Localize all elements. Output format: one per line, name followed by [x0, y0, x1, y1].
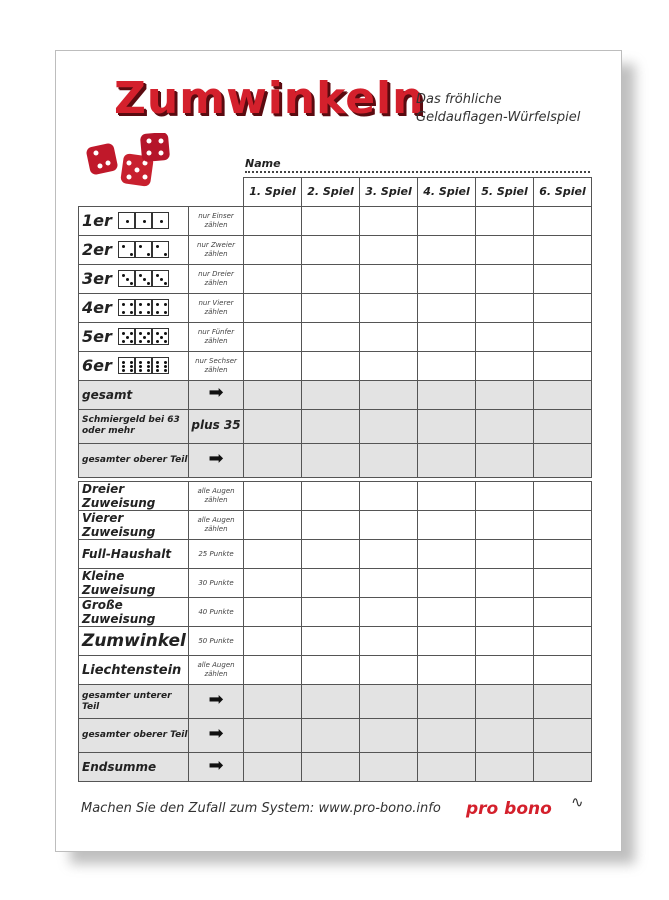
- score-cell[interactable]: [476, 753, 534, 782]
- pip: [164, 365, 167, 368]
- score-cell[interactable]: [302, 511, 360, 540]
- die-face-icon: [152, 328, 169, 345]
- row-note: nur Fünfer zählen: [189, 322, 244, 351]
- pip: [147, 332, 150, 335]
- pip: [156, 311, 159, 314]
- score-cell[interactable]: [534, 569, 592, 598]
- score-cell[interactable]: [244, 380, 302, 409]
- pip: [164, 282, 167, 285]
- subtitle-line-2: Geldauflagen-Würfelspiel: [416, 110, 581, 125]
- score-cell[interactable]: [534, 540, 592, 569]
- score-cell[interactable]: [534, 511, 592, 540]
- score-cell[interactable]: [418, 264, 476, 293]
- die-face-icon: [118, 241, 135, 258]
- score-cell[interactable]: [360, 380, 418, 409]
- arrow-icon: ➡: [208, 754, 224, 776]
- dice-row-icon: [118, 357, 169, 374]
- row-note: 50 Punkte: [189, 627, 244, 656]
- score-cell[interactable]: [418, 540, 476, 569]
- score-cell[interactable]: [418, 598, 476, 627]
- header-game-6: 6. Spiel: [534, 178, 592, 207]
- score-cell[interactable]: [244, 598, 302, 627]
- pip: [122, 311, 125, 314]
- pip: [164, 311, 167, 314]
- die-face-icon: [152, 241, 169, 258]
- score-cell[interactable]: [302, 482, 360, 511]
- row-note: nur Einser zählen: [189, 206, 244, 235]
- score-cell[interactable]: [244, 685, 302, 719]
- pip: [143, 336, 146, 339]
- pip: [164, 332, 167, 335]
- score-cell[interactable]: [534, 482, 592, 511]
- pip: [160, 278, 163, 281]
- score-cell[interactable]: [244, 627, 302, 656]
- dice-row-icon: [118, 299, 169, 316]
- score-cell[interactable]: [302, 569, 360, 598]
- brand-mark-icon: ∿: [571, 793, 584, 811]
- score-cell[interactable]: [534, 206, 592, 235]
- die-face-icon: [118, 299, 135, 316]
- score-cell[interactable]: [534, 443, 592, 477]
- score-cell[interactable]: [476, 235, 534, 264]
- score-cell[interactable]: [534, 293, 592, 322]
- pip: [160, 336, 163, 339]
- lower-section-table: [78, 481, 592, 782]
- score-cell[interactable]: [302, 380, 360, 409]
- score-cell[interactable]: [476, 569, 534, 598]
- score-cell[interactable]: [360, 656, 418, 685]
- pip: [130, 332, 133, 335]
- die-face-icon: [135, 212, 152, 229]
- score-cell[interactable]: [418, 685, 476, 719]
- die-face-icon: [118, 328, 135, 345]
- score-cell[interactable]: [302, 264, 360, 293]
- upper-total-label: gesamter oberer Teil: [79, 443, 189, 477]
- score-cell[interactable]: [418, 511, 476, 540]
- score-cell[interactable]: [244, 206, 302, 235]
- score-cell[interactable]: [244, 482, 302, 511]
- header-game-3: 3. Spiel: [360, 178, 418, 207]
- score-cell[interactable]: [418, 443, 476, 477]
- score-cell[interactable]: [360, 719, 418, 753]
- bonus-row: [79, 409, 592, 443]
- score-cell[interactable]: [302, 540, 360, 569]
- score-cell[interactable]: [244, 511, 302, 540]
- score-cell[interactable]: [244, 656, 302, 685]
- score-cell[interactable]: [476, 627, 534, 656]
- score-cell[interactable]: [476, 322, 534, 351]
- score-cell[interactable]: [476, 293, 534, 322]
- pip: [147, 311, 150, 314]
- score-cell[interactable]: [476, 443, 534, 477]
- row-label: Vierer Zuweisung: [79, 511, 189, 540]
- score-cell[interactable]: [476, 380, 534, 409]
- pip: [156, 332, 159, 335]
- score-cell[interactable]: [534, 598, 592, 627]
- score-cell[interactable]: [244, 322, 302, 351]
- endsumme-row: [79, 753, 592, 782]
- lower-row: [79, 627, 592, 656]
- pip: [130, 303, 133, 306]
- score-cell[interactable]: [534, 656, 592, 685]
- score-cell[interactable]: [302, 409, 360, 443]
- score-cell[interactable]: [476, 719, 534, 753]
- pip: [126, 278, 129, 281]
- row-note: 30 Punkte: [189, 569, 244, 598]
- score-cell[interactable]: [534, 235, 592, 264]
- row-label: 2er: [82, 240, 112, 259]
- pip: [164, 253, 167, 256]
- lower-row: [79, 511, 592, 540]
- pip: [130, 361, 133, 364]
- row-note: nur Zweier zählen: [189, 235, 244, 264]
- score-cell[interactable]: [302, 719, 360, 753]
- score-cell[interactable]: [360, 235, 418, 264]
- score-cell[interactable]: [418, 235, 476, 264]
- score-cell[interactable]: [476, 656, 534, 685]
- pip: [156, 245, 159, 248]
- score-cell[interactable]: [360, 511, 418, 540]
- header-row: [79, 178, 592, 207]
- pip: [130, 282, 133, 285]
- pip: [139, 369, 142, 372]
- pip: [122, 332, 125, 335]
- score-cell[interactable]: [302, 685, 360, 719]
- score-cell[interactable]: [418, 656, 476, 685]
- score-cell[interactable]: [360, 569, 418, 598]
- row-label: 6er: [82, 356, 112, 375]
- pip: [139, 303, 142, 306]
- dice-row-icon: [118, 270, 169, 287]
- pip: [139, 332, 142, 335]
- score-cell[interactable]: [360, 293, 418, 322]
- pip: [147, 303, 150, 306]
- die-face-icon: [135, 357, 152, 374]
- score-cell[interactable]: [534, 409, 592, 443]
- score-cell[interactable]: [302, 753, 360, 782]
- upper-total-again-row: [79, 719, 592, 753]
- pip: [147, 361, 150, 364]
- score-cell[interactable]: [418, 206, 476, 235]
- row-note: nur Dreier zählen: [189, 264, 244, 293]
- pip: [164, 303, 167, 306]
- score-cell[interactable]: [360, 685, 418, 719]
- row-note: 25 Punkte: [189, 540, 244, 569]
- score-cell[interactable]: [534, 351, 592, 380]
- pip: [122, 361, 125, 364]
- score-cell[interactable]: [418, 627, 476, 656]
- upper-row: [79, 293, 592, 322]
- score-cell[interactable]: [360, 598, 418, 627]
- row-label: 3er: [82, 269, 112, 288]
- score-cell[interactable]: [418, 351, 476, 380]
- upper-row: [79, 351, 592, 380]
- row-note: alle Augen zählen: [189, 511, 244, 540]
- score-cell[interactable]: [244, 569, 302, 598]
- score-cell[interactable]: [476, 598, 534, 627]
- pip: [139, 274, 142, 277]
- row-label: 1er: [82, 211, 112, 230]
- score-cell[interactable]: [534, 627, 592, 656]
- upper-row: [79, 235, 592, 264]
- header-game-2: 2. Spiel: [302, 178, 360, 207]
- bonus-label: Schmiergeld bei 63 oder mehr: [79, 409, 189, 443]
- score-cell[interactable]: [534, 719, 592, 753]
- score-cell[interactable]: [418, 482, 476, 511]
- score-sheet: [55, 50, 622, 852]
- upper-row: [79, 264, 592, 293]
- upper-section-table: [78, 177, 592, 478]
- lower-total-row: [79, 685, 592, 719]
- row-note: 40 Punkte: [189, 598, 244, 627]
- score-cell[interactable]: [476, 511, 534, 540]
- score-cell[interactable]: [302, 443, 360, 477]
- footer-slogan: Machen Sie den Zufall zum System: www.pro-bono.info: [81, 801, 441, 816]
- name-label: Name: [245, 157, 281, 170]
- pip: [147, 253, 150, 256]
- die-face-icon: [152, 299, 169, 316]
- score-cell[interactable]: [302, 598, 360, 627]
- die-face-icon: [135, 241, 152, 258]
- pip: [122, 369, 125, 372]
- upper-row: [79, 206, 592, 235]
- die-face-icon: [135, 270, 152, 287]
- pip: [160, 220, 163, 223]
- endsumme-label: Endsumme: [79, 753, 189, 782]
- score-cell[interactable]: [418, 409, 476, 443]
- pip: [147, 282, 150, 285]
- header-game-4: 4. Spiel: [418, 178, 476, 207]
- lower-total-label: gesamter unterer Teil: [79, 685, 189, 719]
- score-cell[interactable]: [476, 482, 534, 511]
- lower-row: [79, 598, 592, 627]
- bonus-value: plus 35: [191, 417, 241, 432]
- row-note: nur Sechser zählen: [189, 351, 244, 380]
- score-cell[interactable]: [302, 206, 360, 235]
- pip: [139, 245, 142, 248]
- arrow-icon: ➡: [208, 689, 224, 710]
- lower-row: [79, 656, 592, 685]
- row-label: Zumwinkel: [79, 627, 189, 656]
- gesamt-label: gesamt: [79, 380, 189, 409]
- score-cell[interactable]: [360, 443, 418, 477]
- lower-row: [79, 540, 592, 569]
- row-note: alle Augen zählen: [189, 656, 244, 685]
- pip: [126, 336, 129, 339]
- pip: [147, 369, 150, 372]
- score-cell[interactable]: [534, 685, 592, 719]
- pip: [139, 365, 142, 368]
- score-cell[interactable]: [360, 540, 418, 569]
- score-cell[interactable]: [360, 206, 418, 235]
- dice-row-icon: [118, 241, 169, 258]
- pip: [126, 220, 129, 223]
- pip: [130, 340, 133, 343]
- score-cell[interactable]: [360, 482, 418, 511]
- row-label: 5er: [82, 327, 112, 346]
- pip: [147, 365, 150, 368]
- die-face-icon: [118, 357, 135, 374]
- score-cell[interactable]: [534, 322, 592, 351]
- score-cell[interactable]: [244, 264, 302, 293]
- pip: [130, 253, 133, 256]
- arrow-icon: ➡: [208, 447, 224, 469]
- row-label: 4er: [82, 298, 112, 317]
- dice-row-icon: [118, 212, 169, 229]
- row-label: Große Zuweisung: [79, 598, 189, 627]
- name-line: [245, 171, 590, 173]
- header-game-1: 1. Spiel: [244, 178, 302, 207]
- die-face-icon: [152, 357, 169, 374]
- pip: [156, 365, 159, 368]
- score-cell[interactable]: [360, 627, 418, 656]
- score-cell[interactable]: [476, 409, 534, 443]
- row-note: alle Augen zählen: [189, 482, 244, 511]
- score-cell[interactable]: [302, 627, 360, 656]
- score-cell[interactable]: [360, 322, 418, 351]
- pip: [164, 369, 167, 372]
- score-cell[interactable]: [360, 409, 418, 443]
- upper-total-row: [79, 443, 592, 477]
- row-note: nur Vierer zählen: [189, 293, 244, 322]
- pip: [130, 369, 133, 372]
- pip: [122, 365, 125, 368]
- pip: [122, 303, 125, 306]
- score-cell[interactable]: [244, 235, 302, 264]
- score-cell[interactable]: [534, 380, 592, 409]
- die-face-icon: [152, 212, 169, 229]
- score-cell[interactable]: [244, 719, 302, 753]
- die-face-icon: [118, 270, 135, 287]
- score-cell[interactable]: [244, 443, 302, 477]
- score-cell[interactable]: [476, 685, 534, 719]
- score-cell[interactable]: [418, 569, 476, 598]
- row-label: Dreier Zuweisung: [79, 482, 189, 511]
- die-face-icon: [152, 270, 169, 287]
- pip: [130, 365, 133, 368]
- header-game-5: 5. Spiel: [476, 178, 534, 207]
- pip: [143, 278, 146, 281]
- score-cell[interactable]: [244, 753, 302, 782]
- subtitle: [416, 91, 580, 127]
- score-cell[interactable]: [418, 322, 476, 351]
- pip: [156, 303, 159, 306]
- brand-logo: pro bono: [466, 799, 552, 819]
- subtitle-line-1: Das fröhliche: [416, 92, 502, 107]
- score-cell[interactable]: [302, 656, 360, 685]
- score-cell[interactable]: [244, 409, 302, 443]
- arrow-icon: ➡: [208, 723, 224, 744]
- gesamt-row: [79, 380, 592, 409]
- score-cell[interactable]: [302, 351, 360, 380]
- score-cell[interactable]: [418, 380, 476, 409]
- score-cell[interactable]: [302, 235, 360, 264]
- score-cell[interactable]: [302, 322, 360, 351]
- score-cell[interactable]: [360, 264, 418, 293]
- die-face-icon: [135, 299, 152, 316]
- pip: [147, 340, 150, 343]
- dice-row-icon: [118, 328, 169, 345]
- pip: [122, 274, 125, 277]
- red-die-right: [140, 133, 170, 162]
- lower-row: [79, 569, 592, 598]
- pip: [156, 340, 159, 343]
- pip: [139, 311, 142, 314]
- score-cell[interactable]: [244, 540, 302, 569]
- pip: [164, 361, 167, 364]
- score-cell[interactable]: [360, 753, 418, 782]
- row-label: Kleine Zuweisung: [79, 569, 189, 598]
- row-label: Liechtenstein: [79, 656, 189, 685]
- score-cell[interactable]: [360, 351, 418, 380]
- row-label: Full-Haushalt: [79, 540, 189, 569]
- pip: [122, 245, 125, 248]
- lower-row: [79, 482, 592, 511]
- score-cell[interactable]: [534, 264, 592, 293]
- score-cell[interactable]: [476, 540, 534, 569]
- red-die-left: [86, 142, 119, 175]
- score-cell[interactable]: [476, 351, 534, 380]
- score-cell[interactable]: [476, 264, 534, 293]
- title: Zumwinkeln: [114, 73, 425, 124]
- upper-total-again-label: gesamter oberer Teil: [79, 719, 189, 753]
- score-cell[interactable]: [302, 293, 360, 322]
- pip: [156, 361, 159, 364]
- pip: [139, 340, 142, 343]
- pip: [143, 220, 146, 223]
- score-cell[interactable]: [244, 293, 302, 322]
- die-face-icon: [118, 212, 135, 229]
- score-cell[interactable]: [418, 753, 476, 782]
- score-cell[interactable]: [534, 753, 592, 782]
- score-cell[interactable]: [244, 351, 302, 380]
- arrow-icon: ➡: [208, 382, 224, 403]
- pip: [156, 274, 159, 277]
- pip: [130, 311, 133, 314]
- pip: [122, 340, 125, 343]
- pip: [164, 340, 167, 343]
- upper-row: [79, 322, 592, 351]
- score-cell[interactable]: [476, 206, 534, 235]
- pip: [156, 369, 159, 372]
- score-cell[interactable]: [418, 293, 476, 322]
- die-face-icon: [135, 328, 152, 345]
- pip: [139, 361, 142, 364]
- score-cell[interactable]: [418, 719, 476, 753]
